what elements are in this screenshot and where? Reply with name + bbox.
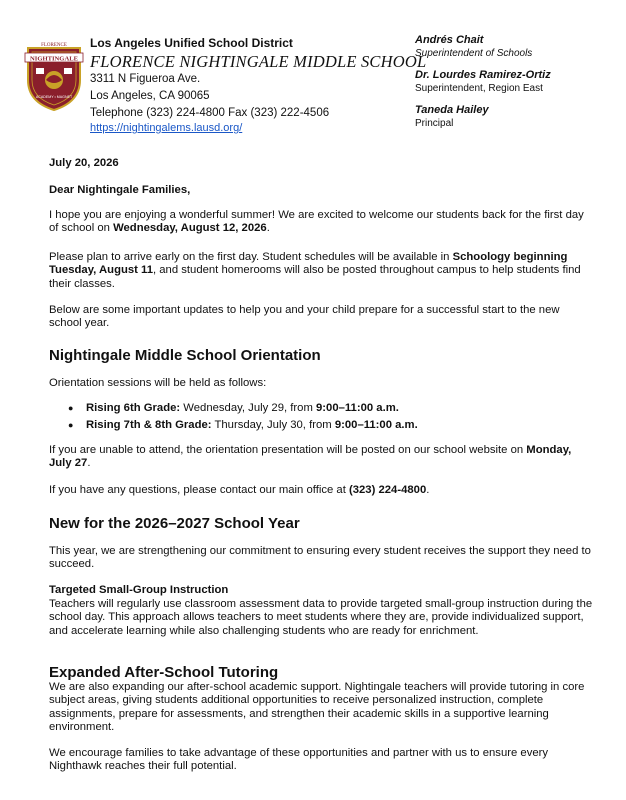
text-run: . (87, 457, 91, 470)
official-name: Andrés Chait (415, 34, 484, 46)
official-name: Taneda Hailey (415, 104, 489, 116)
school-crest-logo (22, 40, 86, 112)
text-run: . (426, 484, 430, 496)
item-time: 9:00–11:00 a.m. (334, 419, 418, 432)
text-run: . (266, 222, 270, 235)
schoology-date: Schoology beginning Tuesday, August 11 (49, 251, 568, 277)
item-text: Thursday, July 30, from (211, 419, 335, 432)
new-year-heading: New for the 2026–2027 School Year (49, 515, 300, 532)
posting-date: Monday, July 27 (49, 444, 572, 470)
phone-fax: Telephone (323) 224-4800 Fax (323) 222-4506 (90, 107, 330, 119)
letter-date: July 20, 2026 (49, 157, 119, 169)
orientation-heading: Nightingale Middle School Orientation (49, 347, 321, 364)
official-name: Dr. Lourdes Ramirez-Ortiz (415, 69, 551, 81)
orientation-intro: Orientation sessions will be held as follows: (49, 377, 267, 389)
text-run: If you have any questions, please contact our main office at (49, 484, 349, 496)
list-item (68, 402, 588, 415)
text-run: , and student homerooms will also be posted throughout campus to help students find their classes. (49, 264, 581, 290)
small-group-heading: Targeted Small-Group Instruction (49, 584, 229, 596)
text-run: Please plan to arrive early on the first day. Student schedules will be available in (49, 251, 453, 263)
official-title: Principal (415, 118, 454, 129)
paragraph-welcome (49, 209, 594, 236)
new-year-intro: This year, we are strengthening our commitment to ensuring every student receives the support they need to succeed. (49, 545, 591, 571)
school-name: FLORENCE NIGHTINGALE MIDDLE SCHOOL (90, 52, 427, 71)
district-name: Los Angeles Unified School District (90, 36, 293, 50)
crest-top-text: FLORENCE (41, 43, 67, 48)
paragraph-updates: Below are some important updates to help you and your child prepare for a successful start to the new school year. (49, 304, 560, 330)
office-phone: (323) 224-4800 (348, 484, 427, 496)
list-item (68, 419, 588, 432)
official-region-superintendent (415, 69, 615, 95)
small-group-text: Teachers will regularly use classroom assessment data to provide targeted small-group instruction during the school day. This approach allows teachers to meet students where they are, provide individualized support, and accelerate learning while also challenging students who are ready for enrichment. (49, 598, 593, 637)
orientation-list (68, 402, 588, 437)
tutoring-text: We are also expanding our after-school academic support. Nightingale teachers will provide tutoring in core subject areas, giving students additional opportunities to receive personalized instruction, complete assignments, prepare for assessments, and strengthen their academic skills in a supportive learning environment. (49, 681, 585, 734)
official-title: Superintendent of Schools (415, 48, 533, 59)
address-line-2: Los Angeles, CA 90065 (90, 90, 210, 102)
crest-name-text: NIGHTINGALE (30, 55, 78, 63)
officials-list (415, 34, 615, 139)
text-run: I hope you are enjoying a wonderful summer! We are excited to welcome our students back for the first day of school on (49, 209, 584, 235)
official-superintendent (415, 34, 615, 60)
official-title: Superintendent, Region East (415, 83, 543, 94)
paragraph-contact (49, 484, 594, 497)
closing-paragraph: We encourage families to take advantage of these opportunities and partner with us to ensure every Nighthawk reaches their full potential. (49, 747, 549, 773)
item-label: Rising 6th Grade: (86, 402, 181, 414)
school-website-link[interactable]: https://nightingalems.lausd.org/ (90, 122, 243, 134)
address-line-1: 3311 N Figueroa Ave. (90, 73, 201, 85)
text-run: If you are unable to attend, the orientation presentation will be posted on our school website on (49, 444, 527, 456)
item-text: Wednesday, July 29, from (180, 402, 316, 414)
official-principal (415, 104, 615, 130)
item-time: 9:00–11:00 a.m. (316, 402, 399, 414)
paragraph-unable-attend (49, 444, 594, 471)
first-day-date: Wednesday, August 12, 2026 (113, 222, 267, 235)
paragraph-schedules (49, 251, 594, 291)
tutoring-heading: Expanded After-School Tutoring (49, 664, 279, 681)
letter-greeting: Dear Nightingale Families, (49, 184, 191, 196)
item-label: Rising 7th & 8th Grade: (86, 419, 212, 432)
crest-bottom-text: ACADEMY • MAGNET (35, 95, 73, 99)
